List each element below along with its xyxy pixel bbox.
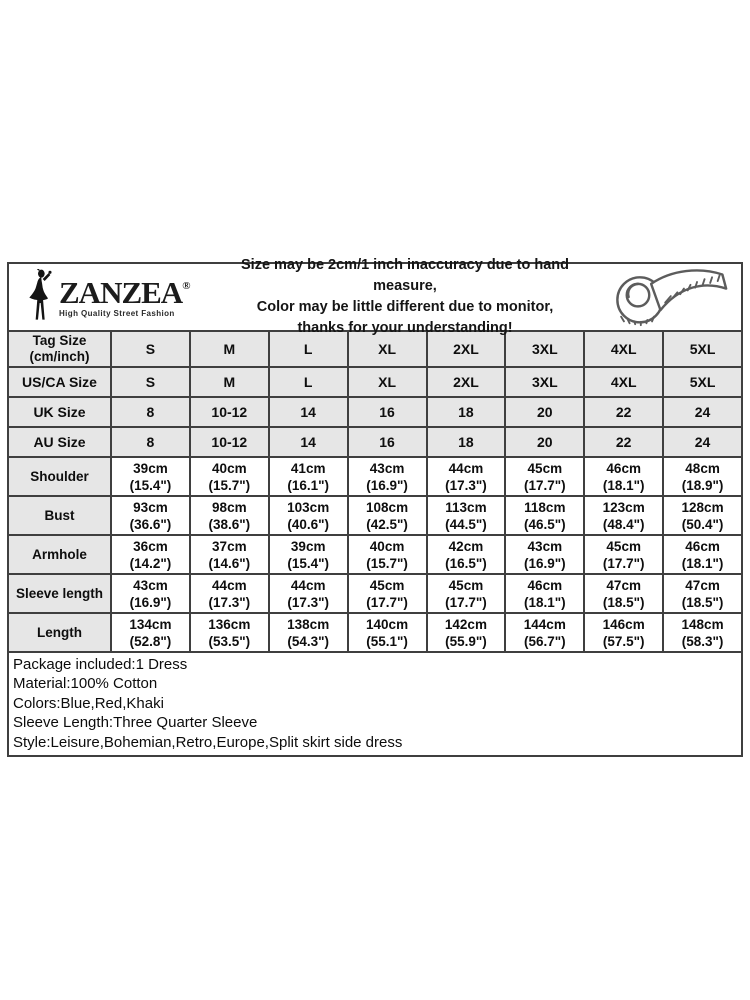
brand-name bbox=[59, 274, 191, 310]
size-cell: 10-12 bbox=[190, 427, 269, 457]
size-column-header-3xl: 3XL bbox=[505, 331, 584, 367]
measurement-cell: 47cm (18.5") bbox=[584, 574, 663, 613]
info-package-included: Package included:1 Dress bbox=[13, 656, 188, 673]
size-table-body bbox=[8, 331, 742, 652]
brand-logo bbox=[9, 269, 215, 325]
info-sleeve-length: Sleeve Length:Three Quarter Sleeve bbox=[13, 714, 258, 732]
row-label: Bust bbox=[8, 496, 111, 535]
measurement-cell: 138cm (54.3") bbox=[269, 613, 348, 652]
measurement-cell: 98cm (38.6") bbox=[190, 496, 269, 535]
measurement-cell: 148cm (58.3") bbox=[663, 613, 742, 652]
disclaimer-text bbox=[215, 255, 595, 339]
size-cell: 3XL bbox=[505, 367, 584, 397]
size-cell: 24 bbox=[663, 397, 742, 427]
measurement-cell: 123cm (48.4") bbox=[584, 496, 663, 535]
brand-text-block bbox=[59, 274, 191, 318]
row-label: UK Size bbox=[8, 397, 111, 427]
size-cell: 8 bbox=[111, 397, 190, 427]
measurement-cell: 134cm (52.8") bbox=[111, 613, 190, 652]
size-cell: S bbox=[111, 367, 190, 397]
woman-silhouette-icon bbox=[23, 269, 57, 325]
measurement-cell: 45cm (17.7") bbox=[348, 574, 427, 613]
table-row bbox=[8, 496, 742, 535]
measurement-cell: 37cm (14.6") bbox=[190, 535, 269, 574]
size-column-header-5xl: 5XL bbox=[663, 331, 742, 367]
measurement-cell: 44cm (17.3") bbox=[427, 457, 506, 496]
measurement-cell: 45cm (17.7") bbox=[427, 574, 506, 613]
measurement-cell: 118cm (46.5") bbox=[505, 496, 584, 535]
measurement-cell: 140cm (55.1") bbox=[348, 613, 427, 652]
measurement-cell: 142cm (55.9") bbox=[427, 613, 506, 652]
measurement-cell: 128cm (50.4") bbox=[663, 496, 742, 535]
size-cell: 8 bbox=[111, 427, 190, 457]
disclaimer-line-1: Size may be 2cm/1 inch inaccuracy due to hand measure, bbox=[241, 257, 569, 294]
size-cell: 14 bbox=[269, 397, 348, 427]
measurement-cell: 45cm (17.7") bbox=[584, 535, 663, 574]
size-table bbox=[7, 330, 743, 653]
measurement-cell: 45cm (17.7") bbox=[505, 457, 584, 496]
disclaimer-line-2: Color may be little different due to monitor, bbox=[256, 299, 554, 315]
size-cell: 4XL bbox=[584, 367, 663, 397]
measurement-cell: 44cm (17.3") bbox=[269, 574, 348, 613]
measurement-cell: 43cm (16.9") bbox=[111, 574, 190, 613]
size-cell: 16 bbox=[348, 397, 427, 427]
size-chart-panel bbox=[7, 257, 743, 757]
measurement-cell: 113cm (44.5") bbox=[427, 496, 506, 535]
measurement-cell: 44cm (17.3") bbox=[190, 574, 269, 613]
row-label: Sleeve length bbox=[8, 574, 111, 613]
chart-header bbox=[7, 257, 743, 336]
disclaimer-line-3: thanks for your understanding! bbox=[297, 320, 513, 336]
size-cell: M bbox=[190, 367, 269, 397]
table-row bbox=[8, 427, 742, 457]
registered-mark: ® bbox=[182, 279, 191, 292]
measurement-cell: 46cm (18.1") bbox=[663, 535, 742, 574]
size-cell: 2XL bbox=[427, 367, 506, 397]
measurement-cell: 146cm (57.5") bbox=[584, 613, 663, 652]
row-label: Armhole bbox=[8, 535, 111, 574]
measurement-cell: 40cm (15.7") bbox=[190, 457, 269, 496]
size-cell: 22 bbox=[584, 397, 663, 427]
measurement-cell: 43cm (16.9") bbox=[348, 457, 427, 496]
measurement-cell: 36cm (14.2") bbox=[111, 535, 190, 574]
measurement-cell: 103cm (40.6") bbox=[269, 496, 348, 535]
info-material: Material:100% Cotton bbox=[13, 675, 158, 693]
tape-measure-illustration bbox=[595, 267, 741, 327]
measurement-cell: 41cm (16.1") bbox=[269, 457, 348, 496]
size-column-header-2xl: 2XL bbox=[427, 331, 506, 367]
size-cell: XL bbox=[348, 367, 427, 397]
size-column-header-m: M bbox=[190, 331, 269, 367]
row-label: Shoulder bbox=[8, 457, 111, 496]
info-colors: Colors:Blue,Red,Khaki bbox=[13, 694, 164, 712]
measurement-cell: 136cm (53.5") bbox=[190, 613, 269, 652]
table-row bbox=[8, 574, 742, 613]
measurement-cell: 93cm (36.6") bbox=[111, 496, 190, 535]
row-label: AU Size bbox=[8, 427, 111, 457]
measurement-cell: 43cm (16.9") bbox=[505, 535, 584, 574]
size-cell: 24 bbox=[663, 427, 742, 457]
size-cell: 16 bbox=[348, 427, 427, 457]
brand-name-text: ZANZEA bbox=[59, 274, 183, 310]
table-row bbox=[8, 613, 742, 652]
table-row bbox=[8, 535, 742, 574]
size-cell: 20 bbox=[505, 427, 584, 457]
size-column-header-s: S bbox=[111, 331, 190, 367]
tape-measure-icon bbox=[604, 267, 732, 327]
table-row bbox=[8, 457, 742, 496]
measurement-cell: 144cm (56.7") bbox=[505, 613, 584, 652]
product-info bbox=[7, 653, 743, 757]
measurement-cell: 46cm (18.1") bbox=[505, 574, 584, 613]
size-cell: 5XL bbox=[663, 367, 742, 397]
size-column-header-4xl: 4XL bbox=[584, 331, 663, 367]
brand-tagline: High Quality Street Fashion bbox=[59, 308, 175, 318]
measurement-cell: 39cm (15.4") bbox=[111, 457, 190, 496]
measurement-cell: 39cm (15.4") bbox=[269, 535, 348, 574]
row-label: Length bbox=[8, 613, 111, 652]
size-cell: 22 bbox=[584, 427, 663, 457]
table-row bbox=[8, 367, 742, 397]
size-cell: 14 bbox=[269, 427, 348, 457]
info-style: Style:Leisure,Bohemian,Retro,Europe,Split skirt side dress bbox=[13, 733, 403, 751]
size-cell: 10-12 bbox=[190, 397, 269, 427]
size-cell: 20 bbox=[505, 397, 584, 427]
measurement-cell: 47cm (18.5") bbox=[663, 574, 742, 613]
row-label: US/CA Size bbox=[8, 367, 111, 397]
measurement-cell: 42cm (16.5") bbox=[427, 535, 506, 574]
size-cell: L bbox=[269, 367, 348, 397]
row-label-tag-size: Tag Size (cm/inch) bbox=[8, 331, 111, 367]
measurement-cell: 46cm (18.1") bbox=[584, 457, 663, 496]
size-cell: 18 bbox=[427, 427, 506, 457]
size-cell: 18 bbox=[427, 397, 506, 427]
size-column-header-l: L bbox=[269, 331, 348, 367]
measurement-cell: 108cm (42.5") bbox=[348, 496, 427, 535]
measurement-cell: 40cm (15.7") bbox=[348, 535, 427, 574]
table-row bbox=[8, 397, 742, 427]
measurement-cell: 48cm (18.9") bbox=[663, 457, 742, 496]
size-column-header-xl: XL bbox=[348, 331, 427, 367]
